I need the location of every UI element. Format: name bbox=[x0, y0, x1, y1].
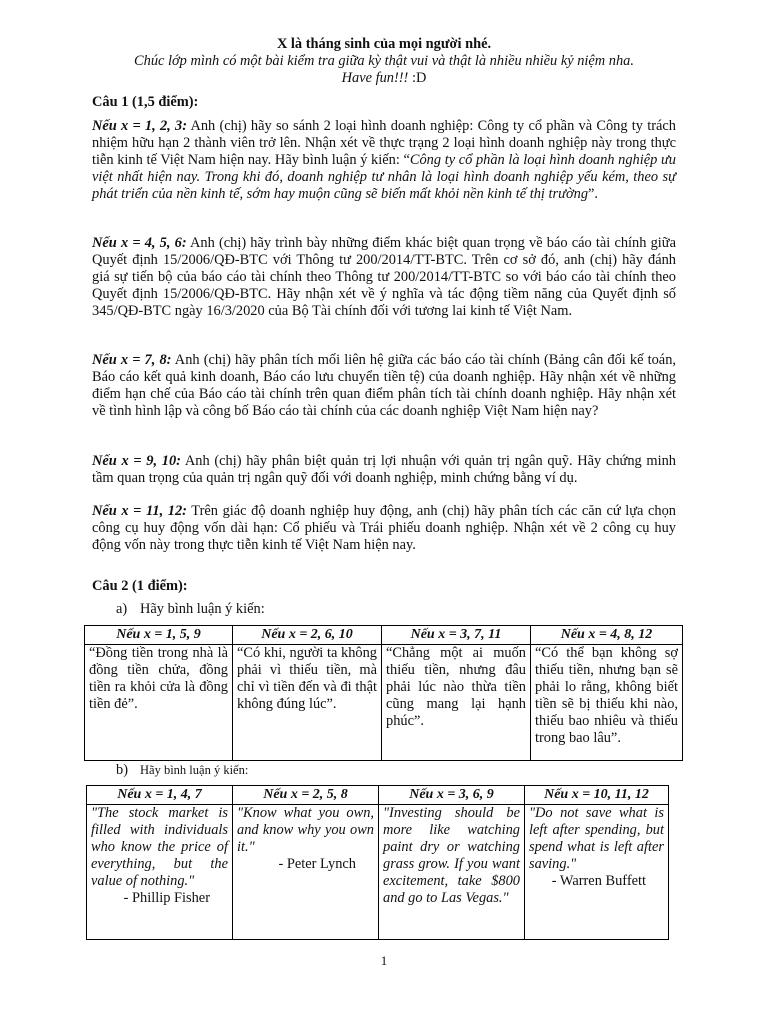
q2-a-cell-1: “Đồng tiền trong nhà là đồng tiền chửa, đồng tiền ra khỏi cửa là đồng tiền đẻ”. bbox=[85, 645, 233, 761]
have-fun-line bbox=[92, 70, 676, 87]
page-title: X là tháng sinh của mọi người nhé. bbox=[276, 36, 492, 52]
q1-option-1 bbox=[92, 118, 676, 203]
q2-part-a bbox=[116, 601, 265, 618]
question-2-heading: Câu 2 (1 điểm): bbox=[92, 578, 188, 594]
q2-part-a-text: Hãy bình luận ý kiến: bbox=[140, 601, 265, 617]
q2-b-header-3: Nếu x = 3, 6, 9 bbox=[379, 786, 525, 805]
q1-option-2 bbox=[92, 235, 676, 320]
q1-option-3 bbox=[92, 352, 676, 420]
quote-fisher: "The stock market is filled with individuals who know the price of everything, but the value of nothing." bbox=[91, 805, 228, 889]
q2-b-header-2: Nếu x = 2, 5, 8 bbox=[233, 786, 379, 805]
quote-lynch: "Know what you own, and know why you own it." bbox=[237, 805, 374, 855]
q1-option-5 bbox=[92, 503, 676, 554]
page-header bbox=[92, 36, 676, 87]
q1-option-1-text: Anh (chị) hãy so sánh 2 loại hình doanh nghiệp: Công ty cổ phần và Công ty trách nhiệm hữu hạn 2 thành viên trở lên. Nhận xét về thực trạng 2 loại hình doanh nghiệp này trong thực tiễn kinh tế Việt Nam hiện nay. Hãy bình luận ý kiến: “ bbox=[92, 118, 676, 168]
q2-part-b-label: b) bbox=[116, 762, 128, 778]
q2-b-header-row bbox=[87, 786, 669, 805]
q1-option-2-text: Anh (chị) hãy trình bày những điểm khác biệt quan trọng về báo cáo tài chính giữa Quyết định 15/2006/QĐ-BTC với Thông tư 200/2014/TT-BTC. Trên cơ sở đó, anh (chị) hãy đánh giá sự tiến bộ của báo cáo tài chính theo Thông tư 200/2014/TT-BTC so với báo cáo tài chính theo Quyết định 15/2006/QĐ-BTC. Hãy nhận xét về ý nghĩa và tác động tiềm năng của Quyết định số 345/QĐ-BTC ngày 16/3/2020 của Bộ Tài chính đối với tương lai kinh tế Việt Nam. bbox=[92, 235, 676, 319]
author-buffett: - Warren Buffett bbox=[551, 873, 646, 889]
have-fun-text: Have fun!!! bbox=[341, 70, 409, 86]
smiley-text: :D bbox=[408, 70, 427, 86]
q2-part-a-label: a) bbox=[116, 601, 128, 617]
q2-a-header-1: Nếu x = 1, 5, 9 bbox=[85, 626, 233, 645]
q2-a-header-row bbox=[85, 626, 683, 645]
q2-a-header-4: Nếu x = 4, 8, 12 bbox=[531, 626, 683, 645]
q2-part-b bbox=[116, 762, 248, 779]
q2-b-header-1: Nếu x = 1, 4, 7 bbox=[87, 786, 233, 805]
q2-b-body-row bbox=[87, 805, 669, 940]
q1-option-5-text: Trên giác độ doanh nghiệp huy động, anh (chị) hãy phân tích các căn cứ lựa chọn công cụ huy động vốn dài hạn: Cổ phiếu và Trái phiếu doanh nghiệp. Nhận xét về 2 công cụ huy động vốn này trong thực tiễn kinh tế Việt Nam hiện nay. bbox=[92, 503, 676, 553]
q2-a-header-2: Nếu x = 2, 6, 10 bbox=[233, 626, 382, 645]
q1-option-2-lead: Nếu x = 4, 5, 6: bbox=[92, 235, 187, 251]
q1-option-5-lead: Nếu x = 11, 12: bbox=[92, 503, 187, 519]
page-subtitle: Chúc lớp mình có một bài kiểm tra giữa kỳ thật vui và thật là nhiều nhiều kỷ niệm nha. bbox=[134, 53, 634, 69]
q1-option-4 bbox=[92, 453, 676, 487]
page-number: 1 bbox=[380, 953, 388, 968]
q1-option-1-quote: Công ty cổ phần là loại hình doanh nghiệp ưu việt nhất hiện nay. Trong khi đó, doanh nghiệp tư nhân là loại hình doanh nghiệp yếu kém, theo sự phát triển của nền kinh tế, sớm hay muộn cũng sẽ biến mất khỏi nền kinh tế thị trường bbox=[92, 152, 676, 202]
q2-a-cell-2: “Có khi, người ta không phải vì thiếu tiền, mà chỉ vì tiền đến và đi thật không đúng lúc”. bbox=[233, 645, 382, 761]
q2-a-cell-4: “Có thể bạn không sợ thiếu tiền, nhưng bạn sẽ phải lo rằng, không biết tiền sẽ bị thiếu khi nào, thiếu bao nhiêu và thiếu trong bao lâu”. bbox=[531, 645, 683, 761]
q2-part-b-text: Hãy bình luận ý kiến: bbox=[140, 763, 249, 777]
quote-buffett: "Do not save what is left after spending, but spend what is left after saving." bbox=[529, 805, 664, 872]
q2-b-table bbox=[86, 785, 669, 940]
q2-b-cell-4 bbox=[525, 805, 669, 940]
author-lynch: - Peter Lynch bbox=[278, 856, 356, 872]
q2-a-body-row bbox=[85, 645, 683, 761]
quote-las-vegas: "Investing should be more like watching paint dry or watching grass grow. If you want excitement, take $800 and go to Las Vegas." bbox=[383, 805, 520, 906]
q2-b-cell-3 bbox=[379, 805, 525, 940]
q2-b-header-4: Nếu x = 10, 11, 12 bbox=[525, 786, 669, 805]
q2-a-cell-3: “Chẳng một ai muốn thiếu tiền, nhưng đâu phải lúc nào thừa tiền cũng mang lại hạnh phúc”. bbox=[382, 645, 531, 761]
q1-option-1-lead: Nếu x = 1, 2, 3: bbox=[92, 118, 188, 134]
q2-b-cell-2 bbox=[233, 805, 379, 940]
q1-option-3-lead: Nếu x = 7, 8: bbox=[92, 352, 172, 368]
author-fisher: - Phillip Fisher bbox=[123, 890, 210, 906]
q1-option-4-lead: Nếu x = 9, 10: bbox=[92, 453, 181, 469]
question-1-heading: Câu 1 (1,5 điểm): bbox=[92, 94, 199, 110]
q1-option-4-text: Anh (chị) hãy phân biệt quản trị lợi nhuận với quản trị ngân quỹ. Hãy chứng minh tầm quan trọng của quản trị ngân quỹ đối với doanh nghiệp, minh chứng bằng ví dụ. bbox=[92, 453, 676, 486]
q1-option-3-text: Anh (chị) hãy phân tích mối liên hệ giữa các báo cáo tài chính (Bảng cân đối kế toán, Báo cáo kết quả kinh doanh, Báo cáo lưu chuyển tiền tệ) của doanh nghiệp. Hãy nhận xét về những điểm hạn chế của Báo cáo tài chính trên quan điểm phân tích tài chính doanh nghiệp. Hãy nhận xét về tình hình lập và công bố Báo cáo tài chính của các doanh nghiệp Việt Nam hiện nay? bbox=[92, 352, 676, 419]
q2-a-header-3: Nếu x = 3, 7, 11 bbox=[382, 626, 531, 645]
q2-a-table bbox=[84, 625, 683, 761]
q2-b-cell-1 bbox=[87, 805, 233, 940]
q1-option-1-tail: ”. bbox=[588, 186, 599, 202]
